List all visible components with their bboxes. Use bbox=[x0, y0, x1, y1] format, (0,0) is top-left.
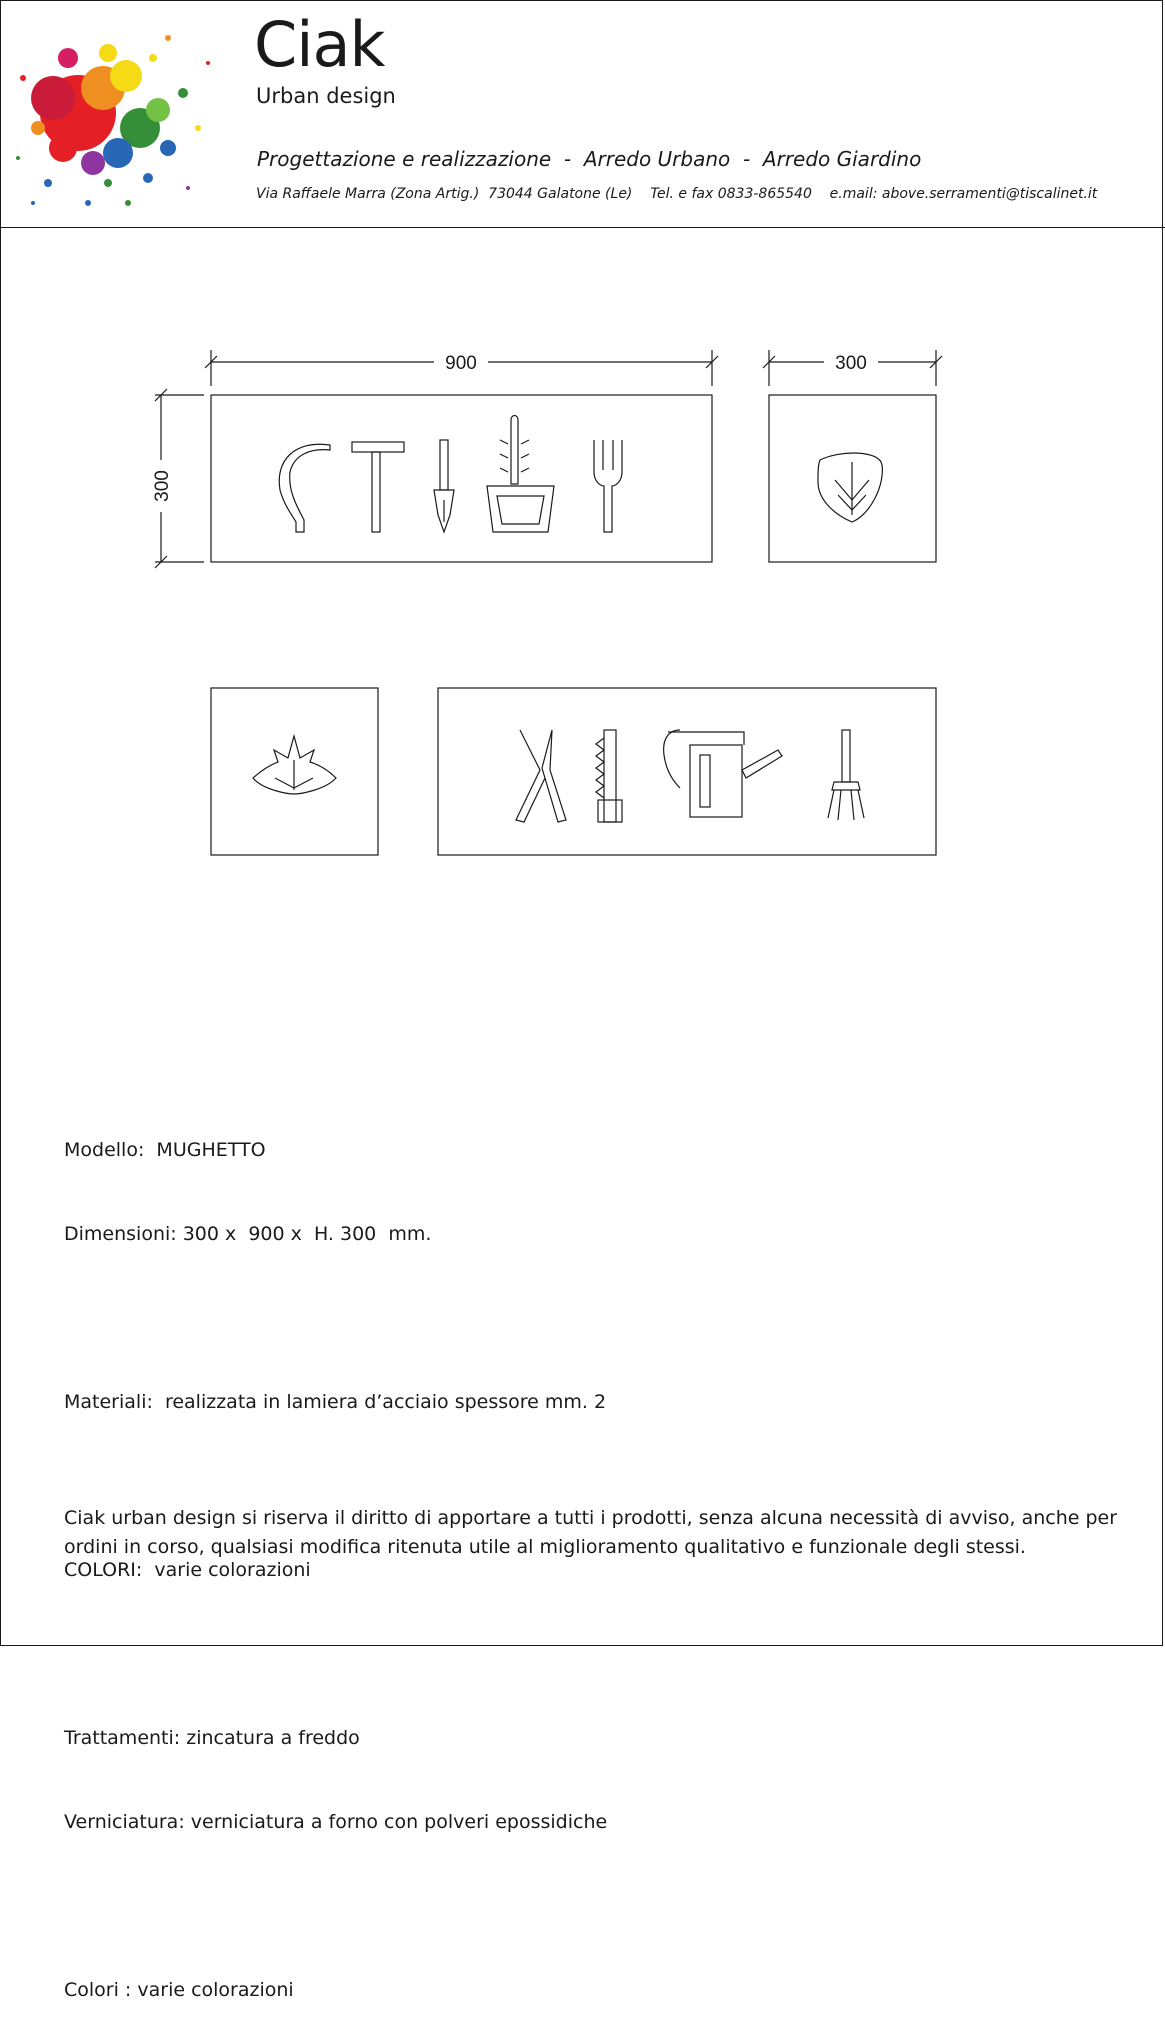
spec-materiali: Materiali: realizzata in lamiera d’acciaio spessore mm. 2 bbox=[64, 1391, 607, 1413]
watering-can-icon bbox=[664, 730, 782, 817]
leaves-cluster-icon bbox=[253, 736, 336, 794]
spec-colori-caps: COLORI: varie colorazioni bbox=[64, 1559, 311, 1581]
panel-long-top bbox=[211, 395, 712, 562]
spec-dimensioni: Dimensioni: 300 x 900 x H. 300 mm. bbox=[64, 1223, 432, 1245]
spec-colori: Colori : varie colorazioni bbox=[64, 1979, 294, 2001]
pruning-knife-icon bbox=[434, 440, 454, 532]
contact-address: Via Raffaele Marra (Zona Artig.) 73044 Galatone (Le) Tel. e fax 0833-865540 e.mail: above.serramenti@tiscalinet.it bbox=[256, 186, 1098, 202]
technical-drawing bbox=[0, 300, 1165, 900]
hand-rake-icon bbox=[828, 730, 864, 820]
panel-long-bottom bbox=[438, 688, 936, 855]
leaf-icon bbox=[818, 453, 882, 522]
brand-subtitle: Urban design bbox=[256, 84, 396, 108]
disclaimer: Ciak urban design si riserva il diritto di apportare a tutti i prodotti, senza alcuna necessità di avviso, anche per ordini in corso, qualsiasi modifica ritenuta utile al miglioramento qualitativo e funzionale degli stessi. bbox=[64, 1507, 1118, 1558]
hammer-icon bbox=[352, 442, 404, 532]
tagline: Progettazione e realizzazione - Arredo Urbano - Arredo Giardino bbox=[257, 147, 922, 171]
paint-splash-logo bbox=[8, 18, 223, 223]
dimension-label-300-top: 300 bbox=[835, 353, 867, 374]
hand-saw-icon bbox=[596, 730, 622, 822]
spec-verniciatura: Verniciatura: verniciatura a forno con polveri epossidiche bbox=[64, 1811, 608, 1833]
spec-trattamenti: Trattamenti: zincatura a freddo bbox=[64, 1727, 360, 1749]
brand-name: Ciak bbox=[254, 8, 385, 81]
potted-plant-icon bbox=[487, 416, 554, 533]
pruning-shears-icon bbox=[516, 730, 566, 822]
dimension-label-300-vertical: 300 bbox=[152, 470, 173, 502]
spec-modello: Modello: MUGHETTO bbox=[64, 1139, 266, 1161]
garden-fork-icon bbox=[594, 440, 622, 532]
header bbox=[0, 0, 1165, 228]
sickle-icon bbox=[279, 444, 330, 532]
dimension-label-900: 900 bbox=[445, 353, 477, 374]
